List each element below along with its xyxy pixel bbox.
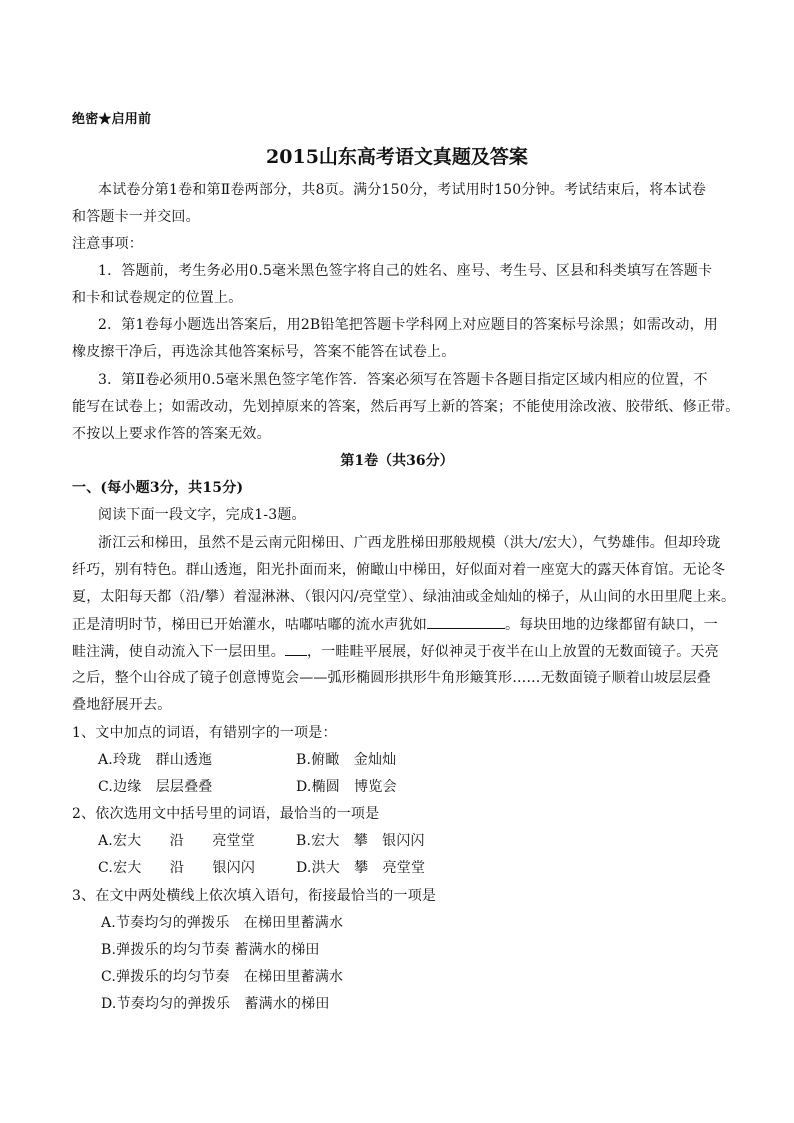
note-line: 能写在试卷上；如需改动，先划掉原来的答案，然后再写上新的答案；不能使用涂改液、胶带纸、修正带。 bbox=[72, 399, 740, 415]
note-line: 不按以上要求作答的答案无效。 bbox=[72, 426, 271, 442]
question-stem: 3、在文中两处横线上依次填入语句，衔接最恰当的一项是 bbox=[72, 888, 437, 904]
question-stem: 1、文中加点的词语，有错别字的一项是： bbox=[72, 725, 337, 741]
option-b: B.俯瞰 金灿灿 bbox=[296, 752, 397, 768]
passage-text: 正是清明时节，梯田已开始灌水，咕嘟咕嘟的流水声犹如 bbox=[72, 617, 427, 633]
option-c: C.宏大 沿 银闪闪 bbox=[98, 860, 256, 876]
intro-line: 和答题卡一并交回。 bbox=[72, 209, 200, 225]
notes-label: 注意事项： bbox=[72, 236, 143, 252]
passage-text: ，一畦畦平展展，好似神灵于夜半在山上放置的无数面镜子。天亮 bbox=[307, 644, 719, 660]
part-heading: 一、(每小题3分，共15分) bbox=[72, 480, 244, 496]
secret-mark: 绝密★启用前 bbox=[72, 112, 152, 127]
option-c: C.边缘 层层叠叠 bbox=[98, 779, 213, 795]
option-a: A.玲珑 群山透迤 bbox=[98, 752, 213, 768]
exam-title: 2015山东高考语文真题及答案 bbox=[266, 146, 528, 168]
section-title: 第1卷（共36分） bbox=[340, 453, 454, 469]
passage-line: 纤巧，别有特色。群山透迤，阳光扑面而来，俯瞰山中梯田，好似面对着一座宽大的露天体育馆。无论冬 bbox=[72, 562, 726, 578]
passage-text: 畦注满，使自动流入下一层田里。 bbox=[72, 644, 285, 660]
part-instruction: 阅读下面一段文字，完成1-3题。 bbox=[98, 507, 306, 523]
note-line: 和卡和试卷规定的位置上。 bbox=[72, 290, 243, 306]
passage-line: 叠地舒展开去。 bbox=[72, 697, 172, 713]
passage-line bbox=[72, 614, 718, 635]
note-line: 橡皮擦干净后，再选涂其他答案标号，答案不能答在试卷上。 bbox=[72, 344, 456, 360]
passage-line bbox=[72, 641, 719, 662]
passage-line: 浙江云和梯田，虽然不是云南元阳梯田、广西龙胜梯田那般规模（洪大/宏大），气势雄伟。但却玲珑 bbox=[98, 535, 721, 551]
option-d: D.洪大 攀 亮堂堂 bbox=[296, 860, 426, 876]
option-a: A.宏大 沿 亮堂堂 bbox=[98, 833, 255, 849]
option-c: C.弹拨乐的均匀节奏 在梯田里蓄满水 bbox=[101, 969, 344, 985]
question-stem: 2、依次选用文中括号里的词语，最恰当的一项是 bbox=[72, 806, 380, 822]
option-b: B.宏大 攀 银闪闪 bbox=[296, 833, 425, 849]
passage-line: 之后，整个山谷成了镜子创意博览会——弧形椭圆形拱形牛角形簸箕形……无数面镜子顺着山坡层层叠 bbox=[72, 670, 711, 686]
option-a: A.节奏均匀的弹拨乐 在梯田里蓄满水 bbox=[101, 915, 344, 931]
option-b: B.弹拨乐的均匀节奏 蓄满水的梯田 bbox=[101, 942, 320, 958]
passage-text: 。每块田地的边缘都留有缺口，一 bbox=[505, 617, 718, 633]
intro-line: 本试卷分第1卷和第Ⅱ卷两部分，共8页。满分150分，考试用时150分钟。考试结束后，将本试卷 bbox=[98, 182, 706, 198]
option-d: D.椭圆 博览会 bbox=[296, 779, 397, 795]
note-line: 3．第Ⅱ卷必须用0.5毫米黑色签字笔作答．答案必须写在答题卡各题目指定区域内相应的位置，不 bbox=[98, 372, 708, 388]
note-line: 1．答题前，考生务必用0.5毫米黑色签字将自己的姓名、座号、考生号、区县和科类填写在答题卡 bbox=[98, 263, 713, 279]
note-line: 2．第1卷每小题选出答案后，用2B铅笔把答题卡学科网上对应题目的答案标号涂黑；如需改动，用 bbox=[98, 317, 719, 333]
option-d: D.节奏均匀的弹拨乐 蓄满水的梯田 bbox=[101, 996, 330, 1012]
fill-blank bbox=[427, 614, 505, 629]
passage-line: 夏，太阳每天都（沿/攀）着湿淋淋、（银闪闪/亮堂堂）、绿油油或金灿灿的梯子，从山间的水田里爬上来。 bbox=[72, 589, 736, 605]
fill-blank bbox=[285, 641, 307, 656]
